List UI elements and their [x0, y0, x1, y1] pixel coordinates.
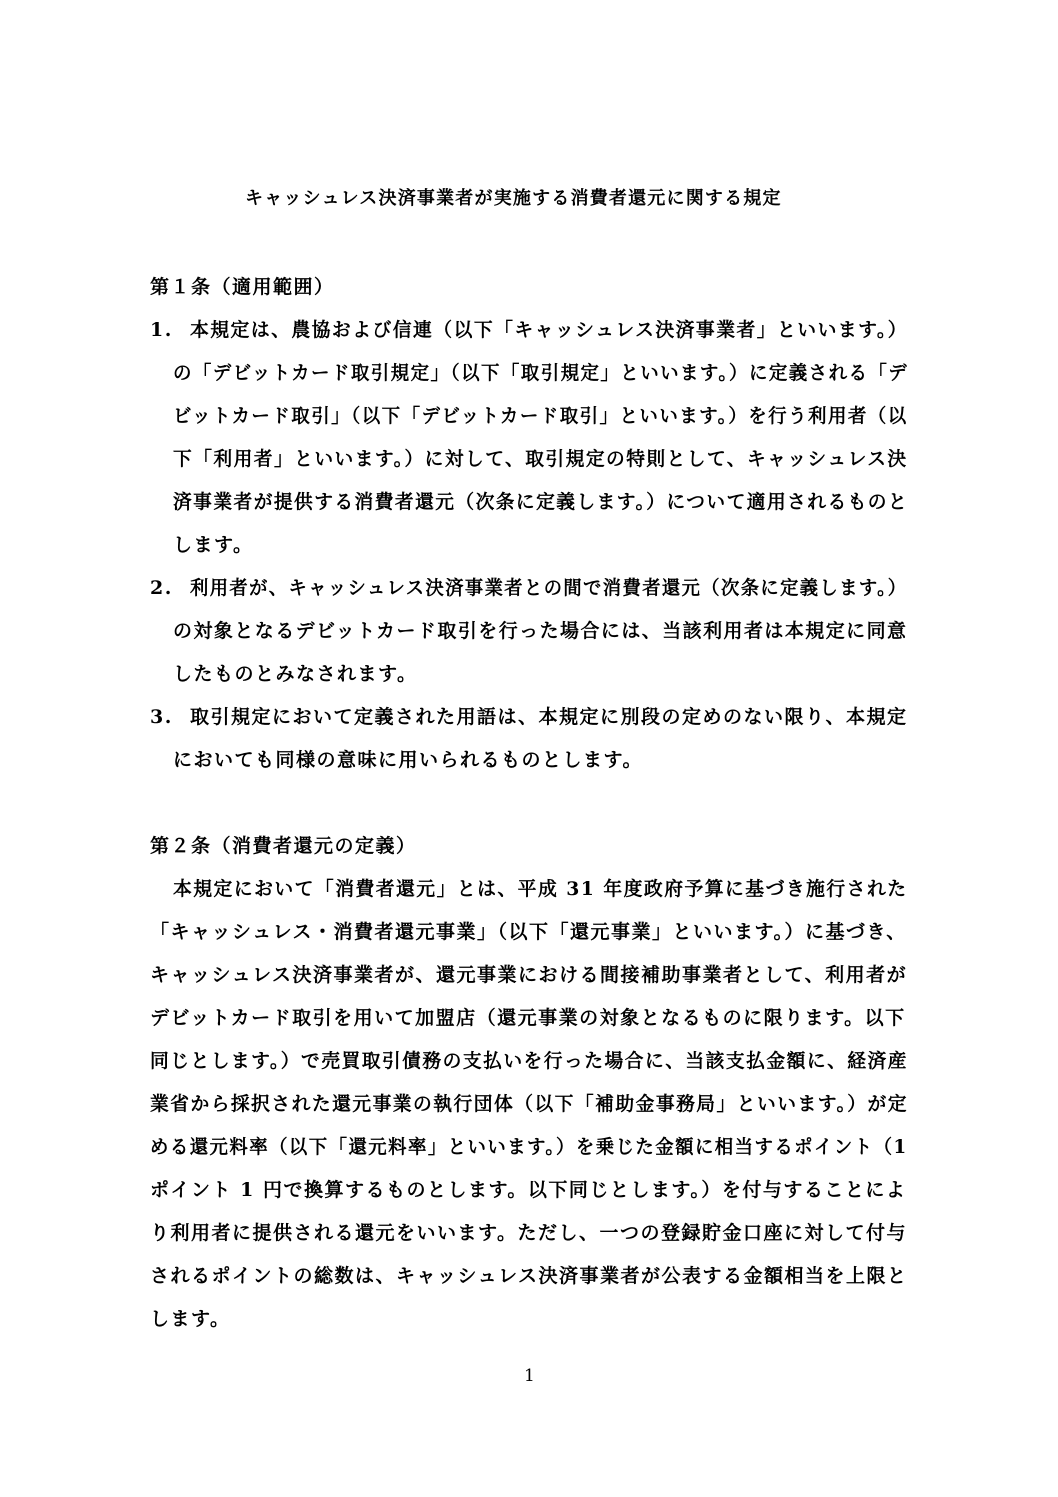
article-2-body-line: されるポイントの総数は、キャッシュレス決済事業者が公表する金額相当を上限と — [150, 1265, 908, 1287]
article-2-body-line: ポイント 1 円で換算するものとします。以下同じとします。）を付与することによ — [150, 1179, 907, 1201]
article-1-item-1-line: 下「利用者」といいます。）に対して、取引規定の特則として、キャッシュレス決 — [173, 448, 908, 470]
article-1-item-1-line: の「デビットカード取引規定」（以下「取引規定」といいます。）に定義される「デ — [173, 362, 909, 384]
article-1-item-1-line: 本規定は、農協および信連（以下「キャッシュレス決済事業者」といいます。） — [190, 319, 909, 341]
article-1-item-1-line: 済事業者が提供する消費者還元（次条に定義します。）について適用されるものと — [173, 491, 909, 513]
article-1-item-1-number: 1. — [150, 319, 173, 341]
article-1-item-2-line: したものとみなされます。 — [173, 663, 418, 685]
article-2-heading: 第２条（消費者還元の定義） — [150, 835, 417, 857]
article-2-body-line: します。 — [150, 1308, 231, 1330]
article-2-body-line: 業省から採択された還元事業の執行団体（以下「補助金事務局」といいます。）が定 — [150, 1093, 909, 1115]
article-1-item-2-line: の対象となるデビットカード取引を行った場合には、当該利用者は本規定に同意 — [173, 620, 908, 642]
article-2-body-line: 「キャッシュレス・消費者還元事業」（以下「還元事業」といいます。）に基づき、 — [150, 921, 907, 943]
article-2-body-line: 同じとします。）で売買取引債務の支払いを行った場合に、当該支払金額に、経済産 — [150, 1050, 909, 1072]
article-1-item-3-number: 3. — [150, 706, 173, 728]
article-2-body-line: デビットカード取引を用いて加盟店（還元事業の対象となるものに限ります。以下 — [150, 1007, 906, 1029]
article-1-item-1-line: ビットカード取引」（以下「デビットカード取引」といいます。）を行う利用者（以 — [173, 405, 908, 427]
article-2-body-line: める還元料率（以下「還元料率」といいます。）を乗じた金額に相当するポイント（1 — [150, 1136, 908, 1158]
article-1-heading: 第１条（適用範囲） — [150, 276, 335, 298]
article-2-body-line: り利用者に提供される還元をいいます。ただし、一つの登録貯金口座に対して付与 — [150, 1222, 907, 1244]
article-1-item-1-line: します。 — [173, 534, 254, 556]
article-1-item-3-line: においても同様の意味に用いられるものとします。 — [173, 749, 643, 771]
article-1-item-2-number: 2. — [150, 577, 173, 599]
article-2-body-line: 本規定において「消費者還元」とは、平成 31 年度政府予算に基づき施行された — [173, 878, 908, 900]
page-number: 1 — [524, 1366, 535, 1386]
article-1-item-3-line: 取引規定において定義された用語は、本規定に別段の定めのない限り、本規定 — [190, 706, 908, 728]
article-2-body-line: キャッシュレス決済事業者が、還元事業における間接補助事業者として、利用者が — [150, 964, 908, 986]
document-title: キャッシュレス決済事業者が実施する消費者還元に関する規定 — [245, 188, 782, 209]
article-1-item-2-line: 利用者が、キャッシュレス決済事業者との間で消費者還元（次条に定義します。） — [190, 577, 908, 599]
